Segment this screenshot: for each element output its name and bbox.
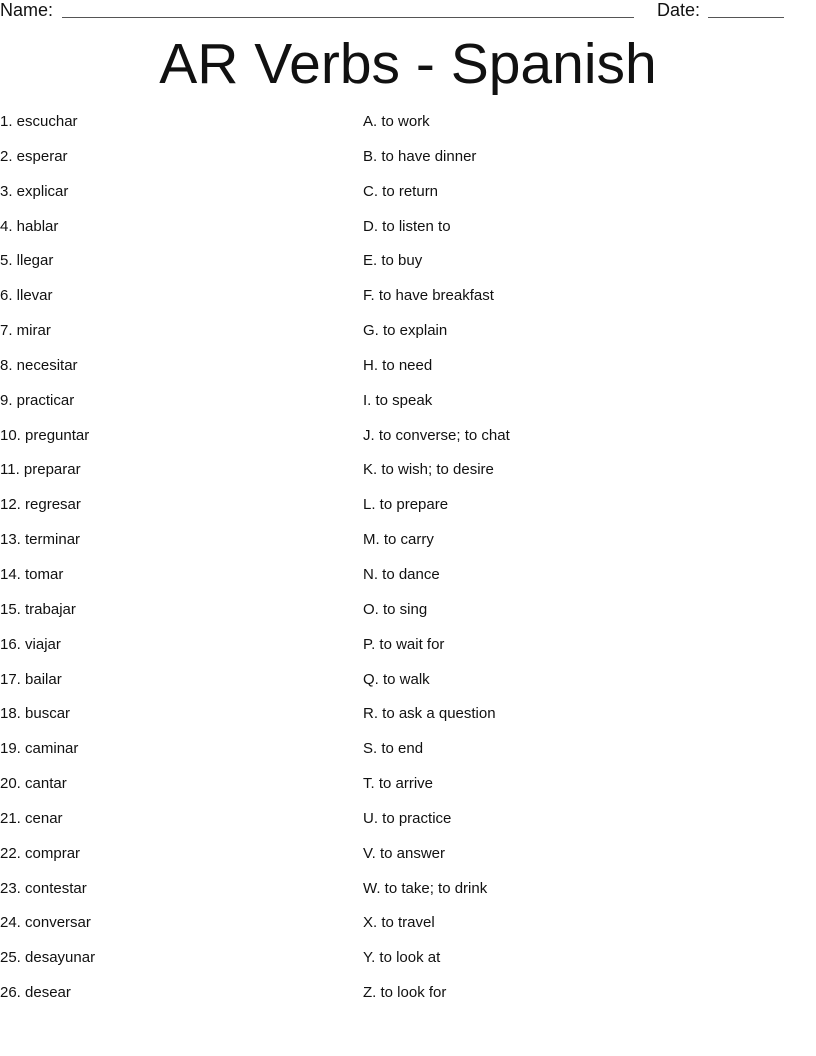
term-item: 13. terminar — [0, 531, 81, 549]
term-item: 19. caminar — [0, 740, 79, 758]
definition-item: N. to dance — [363, 565, 440, 583]
definition-item: S. to end — [363, 740, 424, 758]
definition-item: M. to carry — [363, 531, 434, 549]
name-blank-line — [62, 17, 634, 18]
definition-item: P. to wait for — [363, 635, 445, 653]
term-item: 8. necesitar — [0, 356, 78, 374]
definition-item: R. to ask a question — [363, 705, 496, 723]
definition-item: C. to return — [363, 182, 439, 200]
term-item: 14. tomar — [0, 565, 64, 583]
term-item: 10. preguntar — [0, 426, 90, 444]
terms-list — [0, 112, 340, 1018]
term-item: 17. bailar — [0, 670, 62, 688]
definition-item: J. to converse; to chat — [363, 426, 510, 444]
definition-item: X. to travel — [363, 914, 435, 932]
term-item: 2. esperar — [0, 147, 68, 165]
term-item: 24. conversar — [0, 914, 91, 932]
term-item: 25. desayunar — [0, 949, 96, 967]
worksheet-header — [0, 0, 816, 24]
definition-item: G. to explain — [363, 322, 448, 340]
definition-item: U. to practice — [363, 809, 452, 827]
term-item: 22. comprar — [0, 844, 81, 862]
definition-item: A. to work — [363, 113, 430, 130]
definition-item: D. to listen to — [363, 217, 451, 235]
definition-item: W. to take; to drink — [363, 879, 488, 897]
definition-item: K. to wish; to desire — [363, 461, 494, 479]
term-item: 20. cantar — [0, 775, 67, 793]
term-item: 5. llegar — [0, 252, 54, 270]
term-item: 18. buscar — [0, 705, 71, 723]
definitions-list — [363, 112, 803, 1018]
term-item: 3. explicar — [0, 182, 69, 200]
term-item: 6. llevar — [0, 287, 53, 305]
date-label: Date: — [657, 0, 701, 20]
name-label: Name: — [0, 0, 54, 20]
definition-item: Y. to look at — [363, 949, 441, 967]
definition-item: Q. to walk — [363, 670, 430, 688]
definition-item: I. to speak — [363, 391, 433, 409]
term-item: 1. escuchar — [0, 113, 78, 130]
term-item: 21. cenar — [0, 809, 63, 827]
definition-item: T. to arrive — [363, 775, 434, 793]
term-item: 12. regresar — [0, 496, 81, 514]
page-title: AR Verbs - Spanish — [159, 32, 657, 96]
term-item: 26. desear — [0, 984, 71, 1002]
term-item: 7. mirar — [0, 322, 51, 340]
definition-item: V. to answer — [363, 844, 445, 862]
definition-item: Z. to look for — [363, 984, 447, 1002]
term-item: 9. practicar — [0, 391, 75, 409]
term-item: 16. viajar — [0, 635, 61, 653]
definition-item: F. to have breakfast — [363, 287, 494, 305]
term-item: 15. trabajar — [0, 600, 76, 618]
definition-item: B. to have dinner — [363, 147, 477, 165]
term-item: 11. preparar — [0, 461, 81, 479]
term-item: 23. contestar — [0, 879, 87, 897]
definition-item: H. to need — [363, 356, 433, 374]
date-blank-line — [708, 17, 784, 18]
definition-item: E. to buy — [363, 252, 423, 270]
term-item: 4. hablar — [0, 217, 59, 235]
definition-item: L. to prepare — [363, 496, 449, 514]
definition-item: O. to sing — [363, 600, 428, 618]
